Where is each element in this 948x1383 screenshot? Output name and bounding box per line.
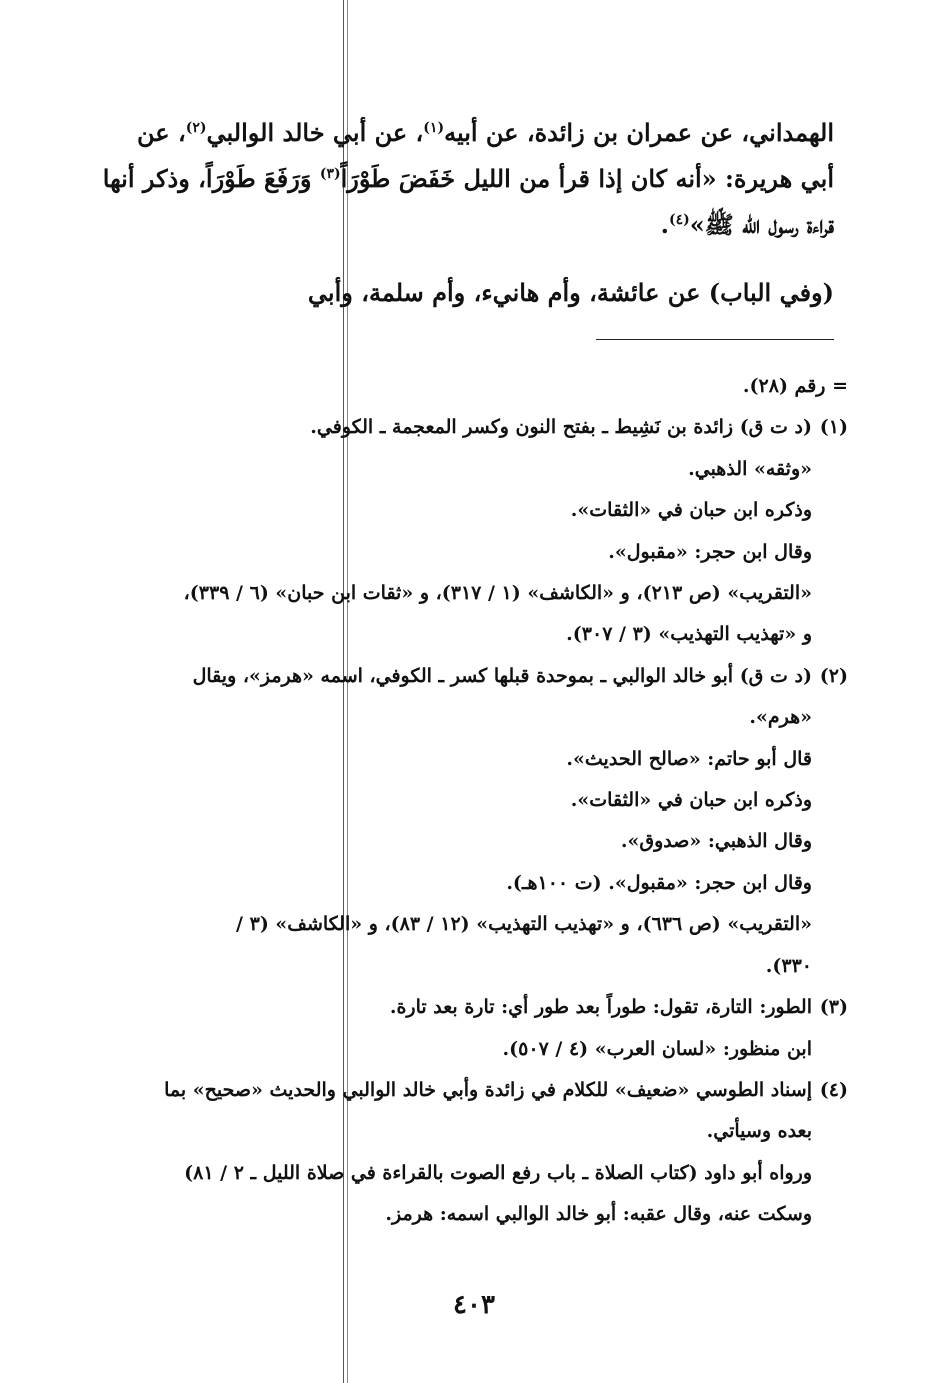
footnote-line: ٣٣٠). [765,954,812,977]
footnote-line: ورواه أبو داود (كتاب الصلاة ـ باب رفع الصوت بالقراءة في صلاة الليل ـ ٢ / ٨١) [184,1161,812,1184]
page-number: ٤٠٣ [453,1290,495,1320]
main-text [102,110,834,316]
main-line: قراءة رسول الله ﷺ»$^{(٤)}$. [660,210,834,239]
footnote-ref[interactable]: (٣) [319,166,341,182]
footnote-line: «التقريب» (ص ٦٣٦)، و «تهذيب التهذيب» (١٢ / ٨٣)، و «الكاشف» (٣ / [236,913,812,936]
footnote-number: (٢) [819,664,848,687]
footnote-line: وقال ابن حجر: «مقبول». [608,540,812,563]
footnote-line: بعده وسيأتي. [706,1120,812,1143]
footnote-line: وذكره ابن حبان في «الثقات». [570,789,812,812]
footnote-line: و «تهذيب التهذيب» (٣ / ٣٠٧). [566,623,812,646]
footnote-1: (١)(د ت ق) زائدة بن نَشِيط ـ بفتح النون وكسر المعجمة ـ الكوفي. [112,407,848,448]
footnote-number: (١) [819,416,848,439]
main-line: أبي هريرة: «أنه كان إذا قرأ من الليل خَفَضَ طَوْرَاً$^{(٣)}$ وَرَفَعَ طَوْرَاً، وذكر أنها [102,164,834,193]
main-line: الهمداني، عن عمران بن زائدة، عن أبيه$^{(١)}$، عن أبي خالد الوالبي$^{(٢)}$، عن [137,118,834,147]
footnote-line: وسكت عنه، وقال عقبه: أبو خالد الوالبي اسمه: هرمز. [385,1203,812,1226]
footnote-line: وقال ابن حجر: «مقبول». (ت ١٠٠هـ). [506,871,812,894]
footnote-ref[interactable]: (١) [423,120,445,136]
footnote-2: (٢)(د ت ق) أبو خالد الوالبي ـ بموحدة قبلها كسر ـ الكوفي، اسمه «هرمز»، ويقال [112,656,848,697]
footnotes [112,366,848,1236]
footnote-number: (٣) [819,996,848,1019]
footnote-line: قال أبو حاتم: «صالح الحديث». [566,747,812,770]
footnote-number: (٤) [819,1078,848,1101]
footnote-line: «وثقه» الذهبي. [688,457,812,480]
footnote-3: (٣)الطور: التارة، تقول: طوراً بعد طور أي: تارة بعد تارة. [112,987,848,1028]
footnote-continuation: = رقم (٢٨). [742,375,848,397]
footnote-line: «هرم». [749,706,812,729]
footnote-separator [596,339,834,340]
footnote-line: «التقريب» (ص ٢١٣)، و «الكاشف» (١ / ٣١٧)، و «ثقات ابن حبان» (٦ / ٣٣٩)، [183,582,812,605]
footnote-ref[interactable]: (٢) [185,120,207,136]
main-line: (وفي الباب) عن عائشة، وأم هانيء، وأم سلمة، وأبي [307,278,834,307]
footnote-line: وذكره ابن حبان في «الثقات». [570,499,812,522]
footnote-4: (٤)إسناد الطوسي «ضعيف» للكلام في زائدة وأبي خالد الوالبي والحديث «صحيح» بما [112,1070,848,1111]
footnote-line: ابن منظور: «لسان العرب» (٤ / ٥٠٧). [502,1037,812,1060]
footnote-ref[interactable]: (٤) [669,212,690,228]
footnote-line: وقال الذهبي: «صدوق». [620,830,812,853]
